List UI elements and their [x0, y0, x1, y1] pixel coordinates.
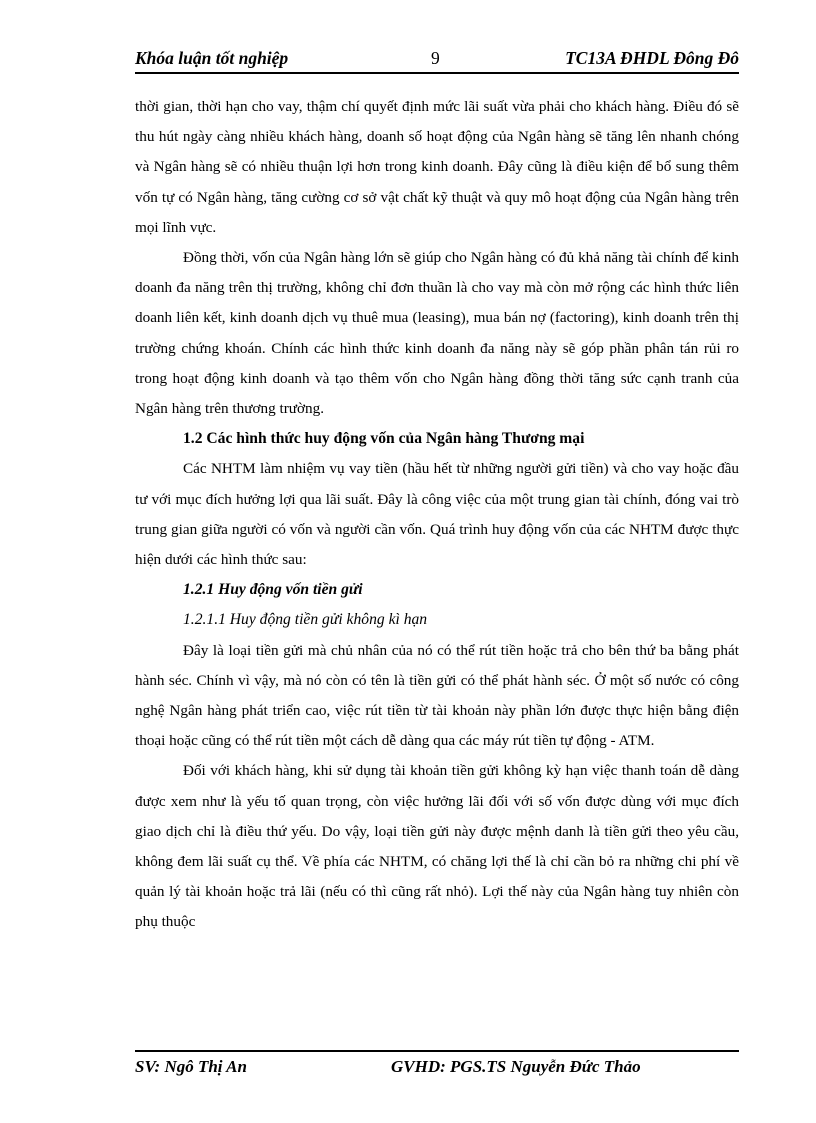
page-footer: [135, 1050, 739, 1076]
paragraph-4: Đây là loại tiền gửi mà chủ nhân của nó có thể rút tiền hoặc trả cho bên thứ ba bằng phát hành séc. Chính vì vậy, mà nó còn có tên là tiền gửi có thể phát hành séc. Ở một số nước có công nghệ Ngân hàng phát triển cao, việc rút tiền từ tài khoản này phần lớn được thực hiện bằng điện thoại hoặc cũng có thể rút tiền một cách dễ dàng qua các máy rút tiền tự động - ATM.: [135, 641, 739, 750]
header-thesis-title: Khóa luận tốt nghiệp: [135, 48, 289, 68]
section-heading-1-2-1-1: 1.2.1.1 Huy động tiền gửi không kì hạn: [183, 611, 428, 629]
paragraph-3: Các NHTM làm nhiệm vụ vay tiền (hầu hết từ những người gửi tiền) và cho vay hoặc đầu tư với mục đích hưởng lợi qua lãi suất. Đây là công việc của một trung gian tài chính, đóng vai trò trung gian giữa người có vốn và người cần vốn. Quá trình huy động vốn của các NHTM được thực hiện dưới các hình thức sau:: [135, 460, 739, 569]
footer-advisor: GVHD: PGS.TS Nguyễn Đức Thảo: [391, 1057, 641, 1076]
paragraph-2: Đồng thời, vốn của Ngân hàng lớn sẽ giúp cho Ngân hàng có đủ khả năng tài chính để kinh doanh đa năng trên thị trường, không chỉ đơn thuần là cho vay mà còn mở rộng các hình thức liên doanh liên kết, kinh doanh dịch vụ thuê mua (leasing), mua bán nợ (factoring), kinh doanh trên thị trường chứng khoán. Chính các hình thức kinh doanh đa năng này sẽ góp phần phân tán rủi ro trong hoạt động kinh doanh và tạo thêm vốn cho Ngân hàng đồng thời tăng sức cạnh tranh của Ngân hàng trên thương trường.: [135, 249, 739, 418]
page-number: 9: [431, 48, 440, 68]
footer-student: SV: Ngô Thị An: [135, 1057, 247, 1076]
section-heading-1-2: 1.2 Các hình thức huy động vốn của Ngân hàng Thương mại: [183, 430, 585, 448]
paragraph-5: Đối với khách hàng, khi sử dụng tài khoản tiền gửi không kỳ hạn việc thanh toán dễ dàng được xem như là yếu tố quan trọng, còn việc hưởng lãi đối với số vốn được dùng với mục đích giao dịch chỉ là điều thứ yếu. Do vậy, loại tiền gửi này được mệnh danh là tiền gửi theo yêu cầu, không đem lãi suất cụ thể. Về phía các NHTM, có chăng lợi thế là chỉ cần bỏ ra những chi phí về quản lý tài khoản hoặc trả lãi (nếu có thì cũng rất nhỏ). Lợi thế này của Ngân hàng tuy nhiên còn phụ thuộc: [135, 762, 739, 931]
section-heading-1-2-1: 1.2.1 Huy động vốn tiền gửi: [183, 581, 363, 599]
paragraph-1: thời gian, thời hạn cho vay, thậm chí quyết định mức lãi suất vừa phải cho khách hàng. Điều đó sẽ thu hút ngày càng nhiều khách hàng, doanh số hoạt động của Ngân hàng sẽ tăng lên nhanh chóng và Ngân hàng sẽ có nhiều thuận lợi hơn trong kinh doanh. Đây cũng là điều kiện để bổ sung thêm vốn tự có Ngân hàng, tăng cường cơ sở vật chất kỹ thuật và quy mô hoạt động của Ngân hàng trên mọi lĩnh vực.: [135, 98, 739, 236]
header-class-school: TC13A ĐHDL Đông Đô: [565, 48, 739, 68]
page-header: [135, 46, 739, 74]
body-content: [135, 92, 739, 938]
